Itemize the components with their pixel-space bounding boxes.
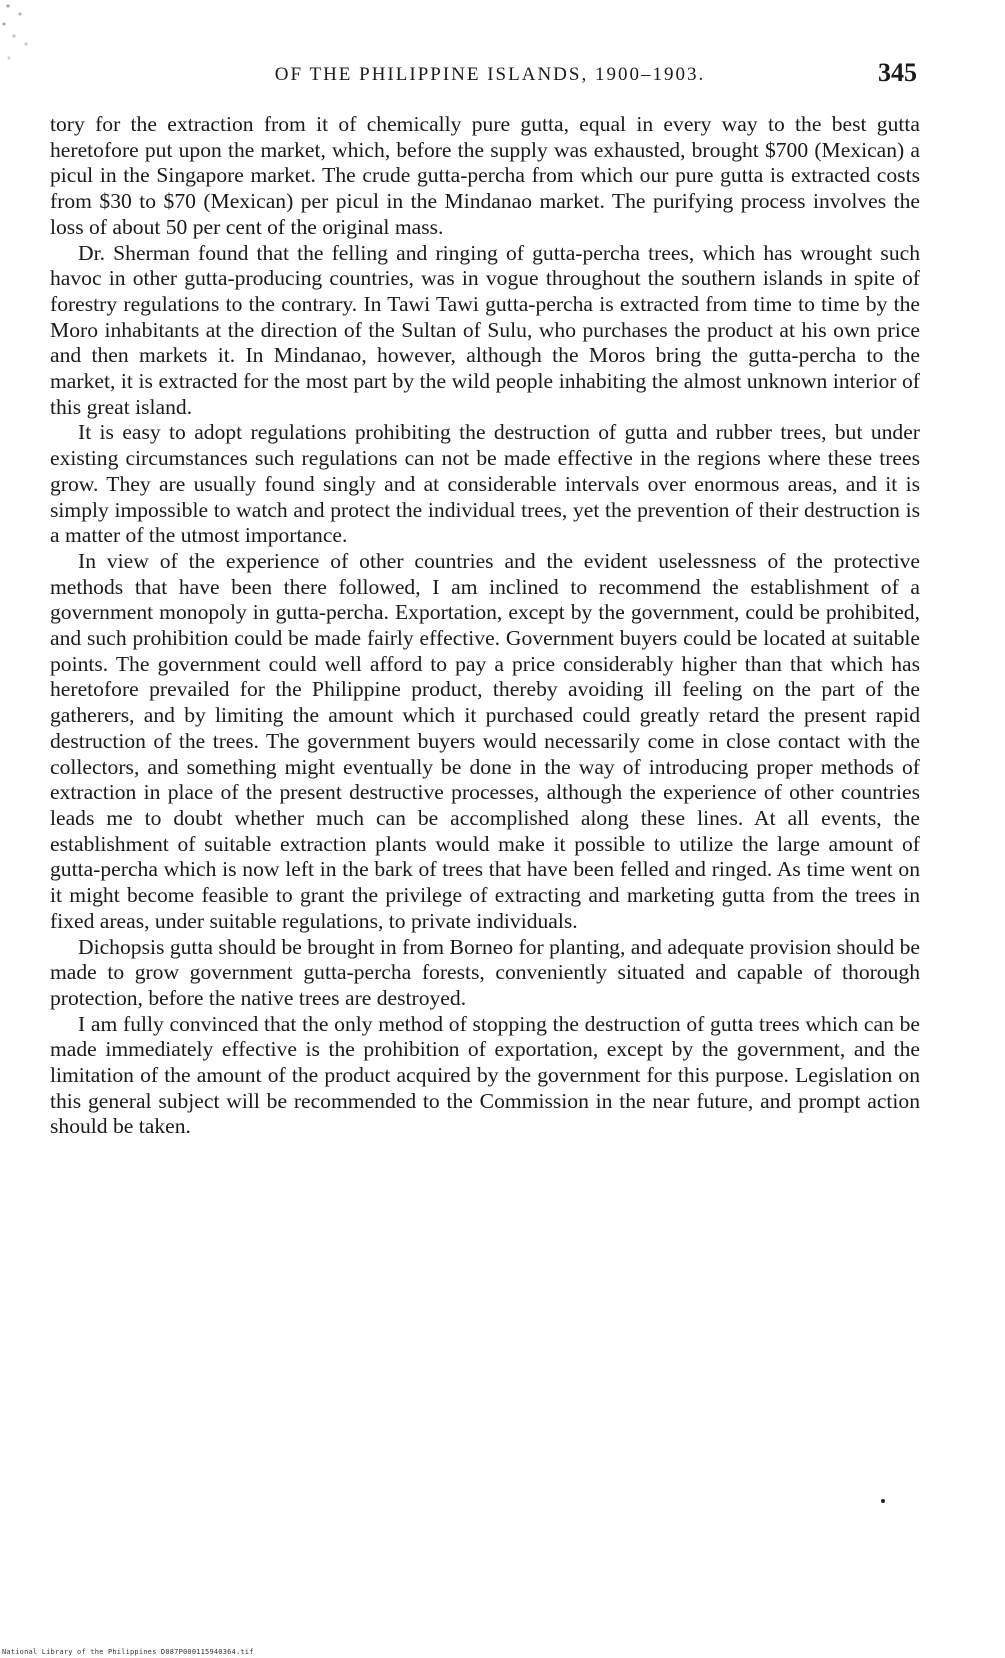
paragraph-regulations: It is easy to adopt regulations prohibiting the destruction of gutta and rubber trees, but under existing circumstances such regulations can not be made effective in the regions where these trees grow. They are usually found singly and at considerable intervals over enormous areas, and it is simply impossible to watch and protect the individual trees, yet the prevention of their destruction is a matter of the utmost importance. bbox=[50, 420, 920, 548]
paragraph-government-monopoly: In view of the experience of other countries and the evident uselessness of the protective methods that have been there followed, I am inclined to recommend the establishment of a government monopoly in gutta-percha. Exportation, except by the government, could be prohibited, and such prohibition could be made fairly effective. Government buyers could be located at suitable points. The government could well afford to pay a price considerably higher than that which has heretofore prevailed for the Philippine product, thereby avoiding ill feeling on the part of the gatherers, and by limiting the amount which it purchased could greatly retard the present rapid destruction of the trees. The government buyers would necessarily come in close contact with the collectors, and something might eventually be done in the way of introducing proper methods of extraction in place of the present destructive processes, although the experience of other countries leads me to doubt whether much can be accomplished along these lines. At all events, the establishment of suitable extraction plants would make it possible to utilize the large amount of gutta-percha which is now left in the bark of trees that have been felled and ringed. As time went on it might become feasible to grant the privilege of extracting and marketing gutta from the trees in fixed areas, under suitable regulations, to private individuals. bbox=[50, 548, 920, 933]
body-text bbox=[50, 112, 920, 1140]
paragraph-continuation: tory for the extraction from it of chemically pure gutta, equal in every way to the best gutta heretofore put upon the market, which, before the supply was exhausted, brought $700 (Mexican) a picul in the Singapore market. The crude gutta-percha from which our pure gutta is extracted costs from $30 to $70 (Mexican) per picul in the Mindanao market. The purifying process involves the loss of about 50 per cent of the original mass. bbox=[50, 112, 920, 239]
paragraph-conclusion: I am fully convinced that the only method of stopping the destruction of gutta trees which can be made immediately effective is the prohibition of exportation, except by the government, and the limitation of the amount of the product acquired by the government for this purpose. Legislation on this general subject will be recommended to the Commission in the near future, and prompt action should be taken. bbox=[50, 1011, 920, 1139]
paragraph-dichopsis-planting: Dichopsis gutta should be brought in from Borneo for planting, and adequate provision should be made to grow government gutta-percha forests, conveniently situated and capable of thorough protection, before the native trees are destroyed. bbox=[50, 934, 920, 1010]
running-head bbox=[55, 58, 925, 94]
paragraph-sherman-findings: Dr. Sherman found that the felling and ringing of gutta-percha trees, which has wrought such havoc in other gutta-producing countries, was in vogue throughout the southern islands in spite of forestry regulations to the contrary. In Tawi Tawi gutta-percha is extracted from time to time by the Moro inhabitants at the direction of the Sultan of Sulu, who purchases the product at his own price and then markets it. In Mindanao, however, although the Moros bring the gutta-percha to the market, it is extracted for the most part by the wild people inhabiting the almost unknown interior of this great island. bbox=[50, 240, 920, 419]
page-number: 345 bbox=[878, 58, 917, 87]
scan-noise bbox=[0, 0, 36, 70]
ink-speck bbox=[881, 1499, 885, 1503]
footer-source-note: National Library of the Philippines D087P000115940364.tif bbox=[2, 1648, 254, 1656]
running-title: OF THE PHILIPPINE ISLANDS, 1900–1903. bbox=[274, 64, 706, 85]
